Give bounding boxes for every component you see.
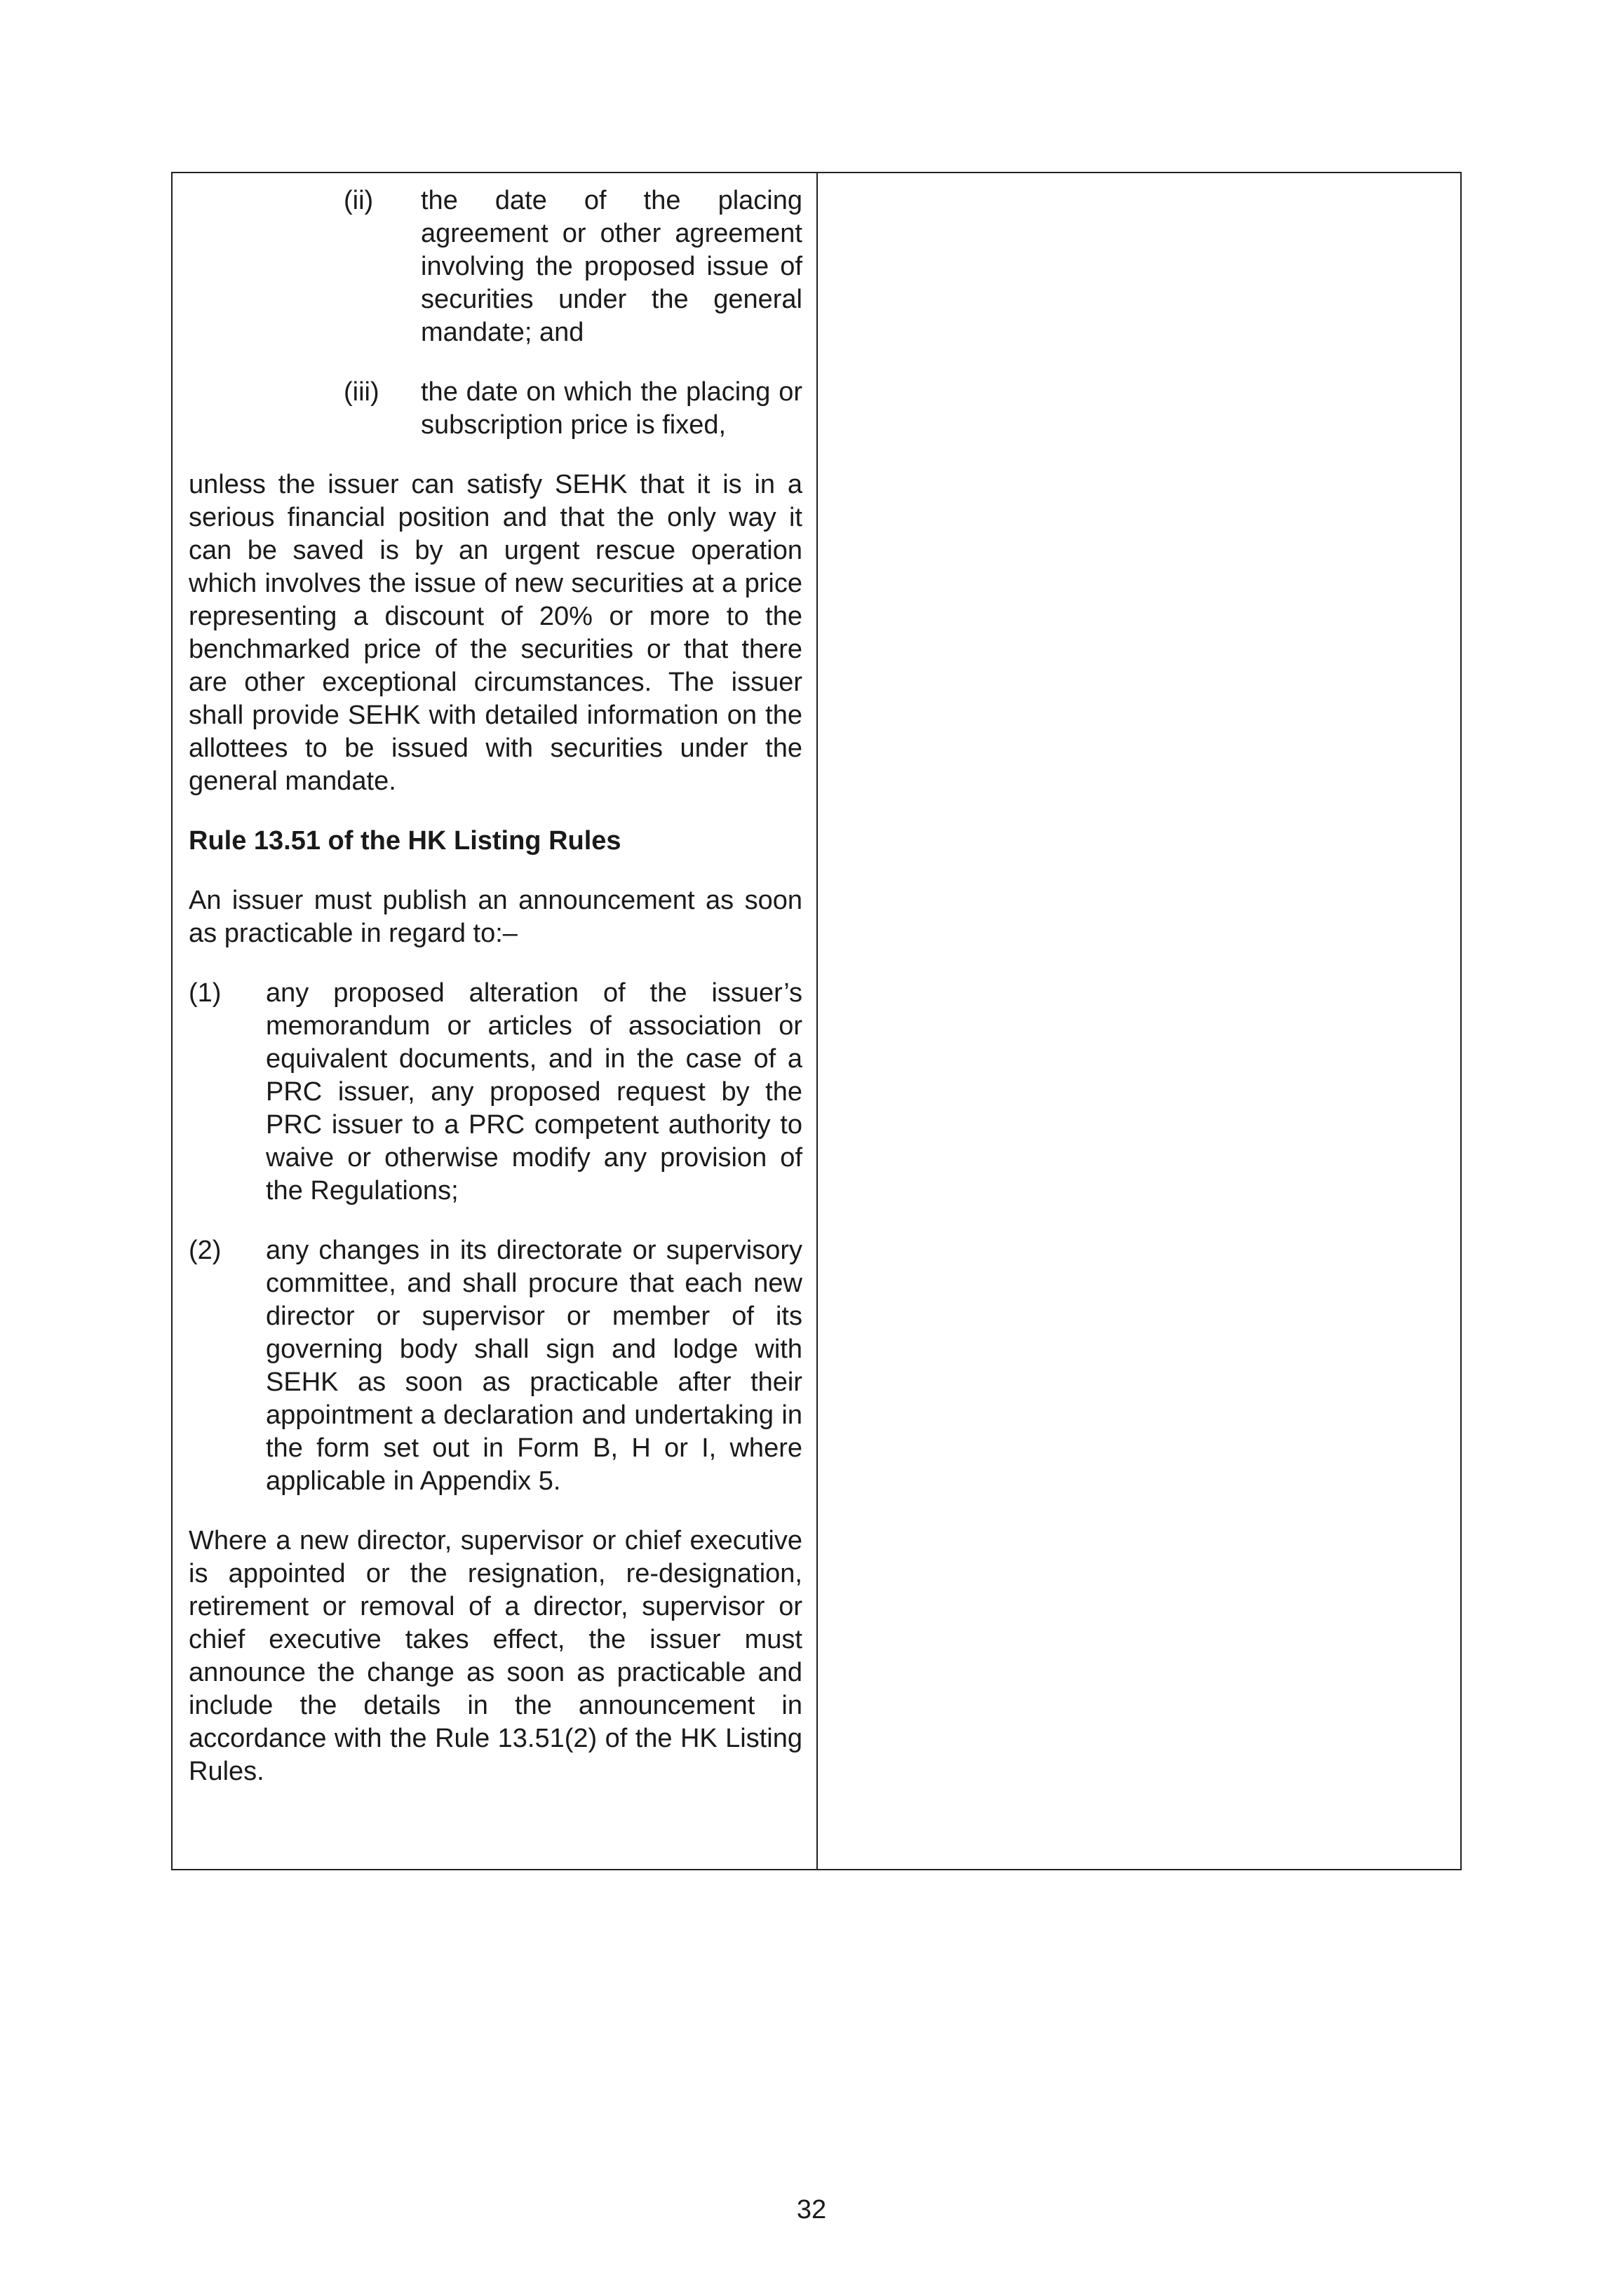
sub-item-number: (iii) [344,377,379,407]
right-column [818,173,1460,1869]
list-item-number: (1) [189,978,222,1008]
rules-table [171,172,1462,1870]
list-item-1 [189,977,802,1208]
sub-item-text: the date of the placing agreement or other agreement involving the proposed issue of securities under the general mandate; and [421,186,802,347]
sub-item-iii [189,376,802,442]
page-number: 32 [796,2195,827,2224]
list-item-number: (2) [189,1236,222,1265]
paragraph-intro: An issuer must publish an announcement as soon as practicable in regard to:– [189,886,802,948]
sub-item-text: the date on which the placing or subscription price is fixed, [421,377,802,440]
list-item-text: any proposed alteration of the issuer’s memorandum or articles of association or equivalent documents, and in the case of a PRC issuer, any proposed request by the PRC issuer to a PRC competent authority to waive or otherwise modify any provision of the Regulations; [266,978,802,1206]
left-column [173,173,818,1869]
paragraph-where: Where a new director, supervisor or chief executive is appointed or the resignation, re-designation, retirement or removal of a director, supervisor or chief executive takes effect, the issuer must announce the change as soon as practicable and include the details in the announcement in accordance with the Rule 13.51(2) of the HK Listing Rules. [189,1526,802,1786]
sub-item-ii [189,184,802,349]
section-heading: Rule 13.51 of the HK Listing Rules [189,826,621,856]
list-item-2 [189,1234,802,1498]
sub-item-number: (ii) [344,186,374,215]
paragraph-unless: unless the issuer can satisfy SEHK that it is in a serious financial position and that the only way it can be saved is by an urgent rescue operation which involves the issue of new securities at a price representing a discount of 20% or more to the benchmarked price of the securities or that there are other exceptional circumstances. The issuer shall provide SEHK with detailed information on the allottees to be issued with securities under the general mandate. [189,470,802,796]
list-item-text: any changes in its directorate or supervisory committee, and shall procure that each new director or supervisor or member of its governing body shall sign and lodge with SEHK as soon as practicable after their appointment a declaration and undertaking in the form set out in Form B, H or I, where applicable in Appendix 5. [266,1236,802,1496]
